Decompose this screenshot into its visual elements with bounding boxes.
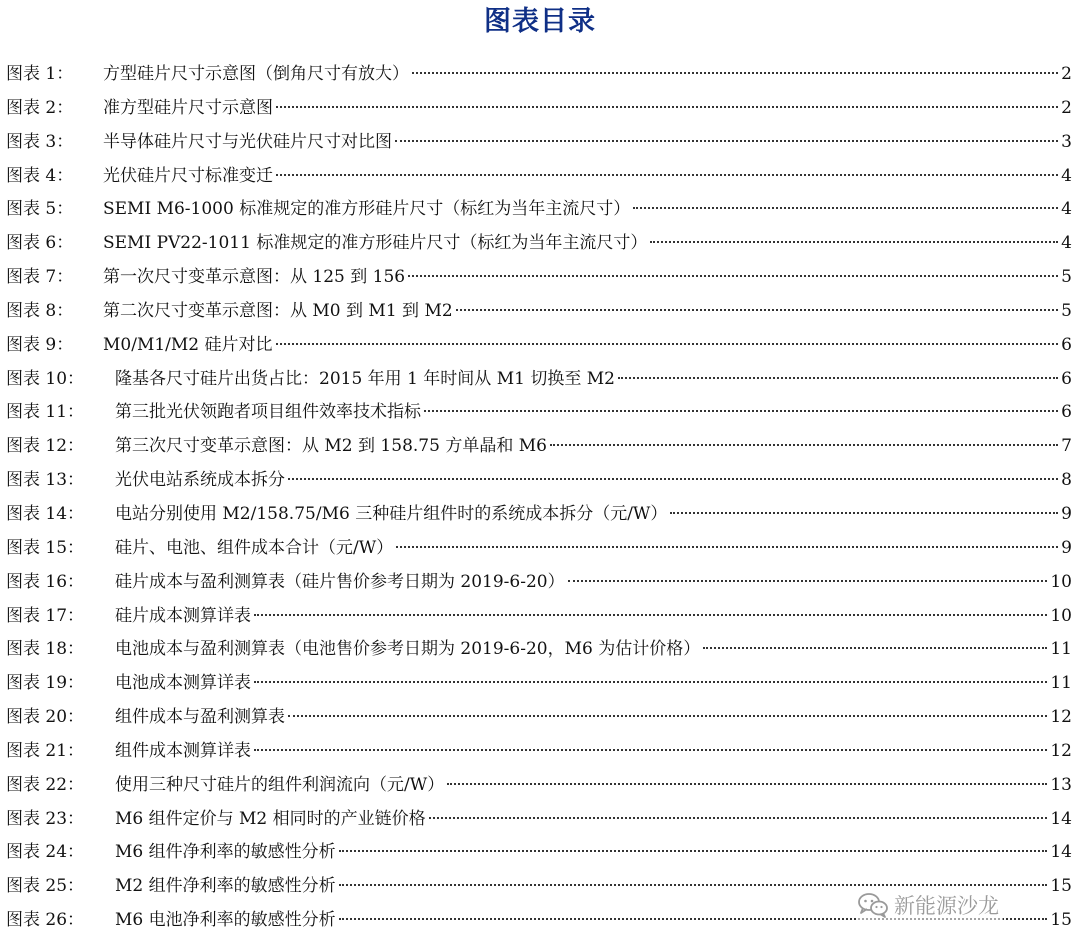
- toc-entry[interactable]: [6, 836, 1072, 870]
- toc-list: [6, 58, 1072, 938]
- toc-entry-label: 图表 24：: [6, 842, 85, 863]
- toc-entry-page-number[interactable]: 2: [1061, 64, 1072, 84]
- toc-entry-page-number[interactable]: 7: [1061, 436, 1072, 457]
- toc-entry-title[interactable]: 组件成本测算详表: [115, 740, 251, 761]
- toc-entry-title[interactable]: 第二次尺寸变革示意图：从 M0 到 M1 到 M2: [103, 300, 453, 321]
- toc-entry[interactable]: [6, 769, 1072, 803]
- toc-entry-page-number[interactable]: 6: [1061, 334, 1072, 355]
- toc-leader-dots: [456, 309, 1058, 311]
- toc-entry-page-number[interactable]: 9: [1061, 503, 1072, 524]
- toc-entry-label: 图表 4：: [6, 165, 74, 186]
- toc-entry-label: 图表 19：: [6, 673, 85, 694]
- toc-entry-title[interactable]: 半导体硅片尺寸与光伏硅片尺寸对比图: [103, 131, 392, 152]
- toc-leader-dots: [339, 884, 1048, 886]
- toc-entry-label: 图表 5：: [6, 199, 74, 220]
- toc-leader-dots: [395, 140, 1058, 142]
- toc-entry-title[interactable]: 准方型硅片尺寸示意图: [103, 97, 273, 118]
- toc-leader-dots: [550, 444, 1058, 446]
- toc-entry[interactable]: [6, 600, 1072, 634]
- toc-entry-label: 图表 2：: [6, 97, 74, 118]
- toc-entry-title[interactable]: 方型硅片尺寸示意图（倒角尺寸有放大）: [103, 64, 409, 84]
- toc-entry-page-number[interactable]: 4: [1061, 165, 1072, 186]
- toc-entry-page-number[interactable]: 11: [1050, 673, 1072, 694]
- toc-entry-page-number[interactable]: 9: [1061, 537, 1072, 558]
- toc-leader-dots: [650, 241, 1058, 243]
- toc-entry-page-number[interactable]: 6: [1061, 368, 1072, 389]
- toc-entry-title[interactable]: 光伏电站系统成本拆分: [115, 470, 285, 491]
- toc-entry-title[interactable]: M0/M1/M2 硅片对比: [103, 334, 273, 355]
- toc-leader-dots: [276, 106, 1058, 108]
- toc-leader-dots: [568, 580, 1048, 582]
- toc-entry-page-number[interactable]: 12: [1050, 740, 1072, 761]
- toc-entry-page-number[interactable]: 3: [1061, 131, 1072, 152]
- toc-entry[interactable]: [6, 261, 1072, 295]
- toc-entry-label: 图表 14：: [6, 503, 85, 524]
- toc-entry-page-number[interactable]: 5: [1061, 300, 1072, 321]
- toc-entry-page-number[interactable]: 15: [1050, 910, 1072, 931]
- toc-entry-label: 图表 10：: [6, 368, 85, 389]
- toc-entry-title[interactable]: 光伏硅片尺寸标准变迁: [103, 165, 273, 186]
- toc-entry-page-number[interactable]: 5: [1061, 267, 1072, 288]
- toc-entry-label: 图表 16：: [6, 571, 85, 592]
- toc-entry-label: 图表 18：: [6, 639, 85, 660]
- toc-entry-page-number[interactable]: 14: [1050, 808, 1072, 829]
- toc-leader-dots: [276, 174, 1058, 176]
- toc-entry-title[interactable]: 硅片成本与盈利测算表（硅片售价参考日期为 2019-6-20）: [115, 571, 565, 592]
- toc-entry-page-number[interactable]: 13: [1050, 774, 1072, 795]
- toc-entry-page-number[interactable]: 2: [1061, 97, 1072, 118]
- toc-entry-title[interactable]: 电站分别使用 M2/158.75/M6 三种硅片组件时的系统成本拆分（元/W）: [115, 503, 668, 524]
- toc-entry-page-number[interactable]: 4: [1061, 199, 1072, 220]
- toc-entry-title[interactable]: 隆基各尺寸硅片出货占比：2015 年用 1 年时间从 M1 切换至 M2: [115, 368, 615, 389]
- toc-leader-dots: [339, 850, 1048, 852]
- toc-entry-title[interactable]: 第三次尺寸变革示意图：从 M2 到 158.75 方单晶和 M6: [115, 436, 547, 457]
- toc-entry[interactable]: [6, 667, 1072, 701]
- toc-entry[interactable]: [6, 295, 1072, 329]
- toc-entry-label: 图表 13：: [6, 470, 85, 491]
- toc-entry[interactable]: [6, 396, 1072, 430]
- toc-leader-dots: [424, 410, 1058, 412]
- toc-leader-dots: [254, 749, 1047, 751]
- toc-entry-page-number[interactable]: 12: [1050, 707, 1072, 728]
- toc-entry-title[interactable]: 电池成本与盈利测算表（电池售价参考日期为 2019-6-20，M6 为估计价格）: [115, 639, 701, 660]
- toc-leader-dots: [276, 343, 1059, 345]
- toc-entry-title[interactable]: 电池成本测算详表: [115, 673, 251, 694]
- toc-entry-page-number[interactable]: 15: [1050, 876, 1072, 897]
- watermark: [858, 888, 1003, 922]
- toc-entry[interactable]: [6, 464, 1072, 498]
- toc-entry-label: 图表 6：: [6, 233, 74, 254]
- toc-entry-page-number[interactable]: 6: [1061, 402, 1072, 423]
- toc-entry-title[interactable]: SEMI PV22-1011 标准规定的准方形硅片尺寸（标红为当年主流尺寸）: [103, 233, 648, 254]
- toc-leader-dots: [670, 512, 1058, 514]
- toc-entry-label: 图表 20：: [6, 707, 85, 728]
- toc-entry-page-number[interactable]: 8: [1061, 470, 1072, 491]
- toc-leader-dots: [703, 647, 1047, 649]
- toc-entry-label: 图表 12：: [6, 436, 85, 457]
- toc-entry-title[interactable]: 硅片、电池、组件成本合计（元/W）: [115, 537, 394, 558]
- toc-entry-title[interactable]: M6 电池净利率的敏感性分析: [115, 910, 336, 931]
- toc-entry-label: 图表 15：: [6, 537, 85, 558]
- toc-leader-dots: [412, 72, 1058, 74]
- toc-leader-dots: [408, 275, 1058, 277]
- toc-entry[interactable]: [6, 803, 1072, 837]
- toc-entry[interactable]: [6, 566, 1072, 600]
- toc-entry[interactable]: [6, 532, 1072, 566]
- toc-entry-title[interactable]: 硅片成本测算详表: [115, 605, 251, 626]
- toc-entry[interactable]: [6, 701, 1072, 735]
- toc-entry[interactable]: [6, 498, 1072, 532]
- toc-leader-dots: [254, 681, 1047, 683]
- toc-entry-page-number[interactable]: 4: [1061, 233, 1072, 254]
- toc-entry-title[interactable]: SEMI M6-1000 标准规定的准方形硅片尺寸（标红为当年主流尺寸）: [103, 199, 631, 220]
- toc-entry-page-number[interactable]: 14: [1050, 842, 1072, 863]
- toc-entry-label: 图表 7：: [6, 267, 74, 288]
- toc-entry-label: 图表 1：: [6, 64, 74, 84]
- toc-entry-label: 图表 21：: [6, 740, 85, 761]
- toc-entry-page-number[interactable]: 10: [1050, 571, 1072, 592]
- toc-entry[interactable]: [6, 329, 1072, 363]
- toc-entry-page-number[interactable]: 11: [1050, 639, 1072, 660]
- toc-entry[interactable]: [6, 735, 1072, 769]
- toc-leader-dots: [429, 817, 1048, 819]
- toc-entry-title[interactable]: M2 组件净利率的敏感性分析: [115, 876, 336, 897]
- toc-entry[interactable]: [6, 363, 1072, 397]
- toc-entry-label: 图表 9：: [6, 334, 74, 355]
- toc-entry[interactable]: [6, 58, 1072, 92]
- toc-entry[interactable]: [6, 193, 1072, 227]
- toc-entry[interactable]: [6, 92, 1072, 126]
- toc-entry-label: 图表 8：: [6, 300, 74, 321]
- toc-entry-title[interactable]: M6 组件净利率的敏感性分析: [115, 842, 336, 863]
- toc-leader-dots: [447, 783, 1047, 785]
- toc-entry[interactable]: [6, 430, 1072, 464]
- toc-entry-label: 图表 25：: [6, 876, 85, 897]
- toc-leader-dots: [618, 377, 1058, 379]
- toc-leader-dots: [633, 207, 1058, 209]
- toc-entry-label: 图表 17：: [6, 605, 85, 626]
- toc-entry-label: 图表 11：: [6, 402, 85, 423]
- toc-entry-page-number[interactable]: 10: [1050, 605, 1072, 626]
- toc-entry[interactable]: [6, 633, 1072, 667]
- toc-entry-label: 图表 22：: [6, 774, 85, 795]
- toc-entry-title[interactable]: 第一次尺寸变革示意图：从 125 到 156: [103, 267, 406, 288]
- toc-entry[interactable]: [6, 126, 1072, 160]
- page-title: 图表目录: [484, 6, 596, 37]
- toc-leader-dots: [254, 614, 1047, 616]
- toc-leader-dots: [288, 715, 1047, 717]
- toc-leader-dots: [288, 478, 1058, 480]
- watermark-text: 新能源沙龙: [894, 894, 999, 918]
- toc-entry-title[interactable]: 第三批光伏领跑者项目组件效率技术指标: [115, 402, 421, 423]
- toc-entry-title[interactable]: 组件成本与盈利测算表: [115, 707, 285, 728]
- toc-entry-title[interactable]: M6 组件定价与 M2 相同时的产业链价格: [115, 808, 426, 829]
- toc-entry[interactable]: [6, 227, 1072, 261]
- toc-leader-dots: [396, 546, 1058, 548]
- wechat-icon: [858, 892, 888, 918]
- toc-entry-label: 图表 26：: [6, 910, 85, 931]
- toc-entry[interactable]: [6, 160, 1072, 194]
- toc-entry-title[interactable]: 使用三种尺寸硅片的组件利润流向（元/W）: [115, 774, 445, 795]
- toc-entry-label: 图表 3：: [6, 131, 74, 152]
- toc-entry-label: 图表 23：: [6, 808, 85, 829]
